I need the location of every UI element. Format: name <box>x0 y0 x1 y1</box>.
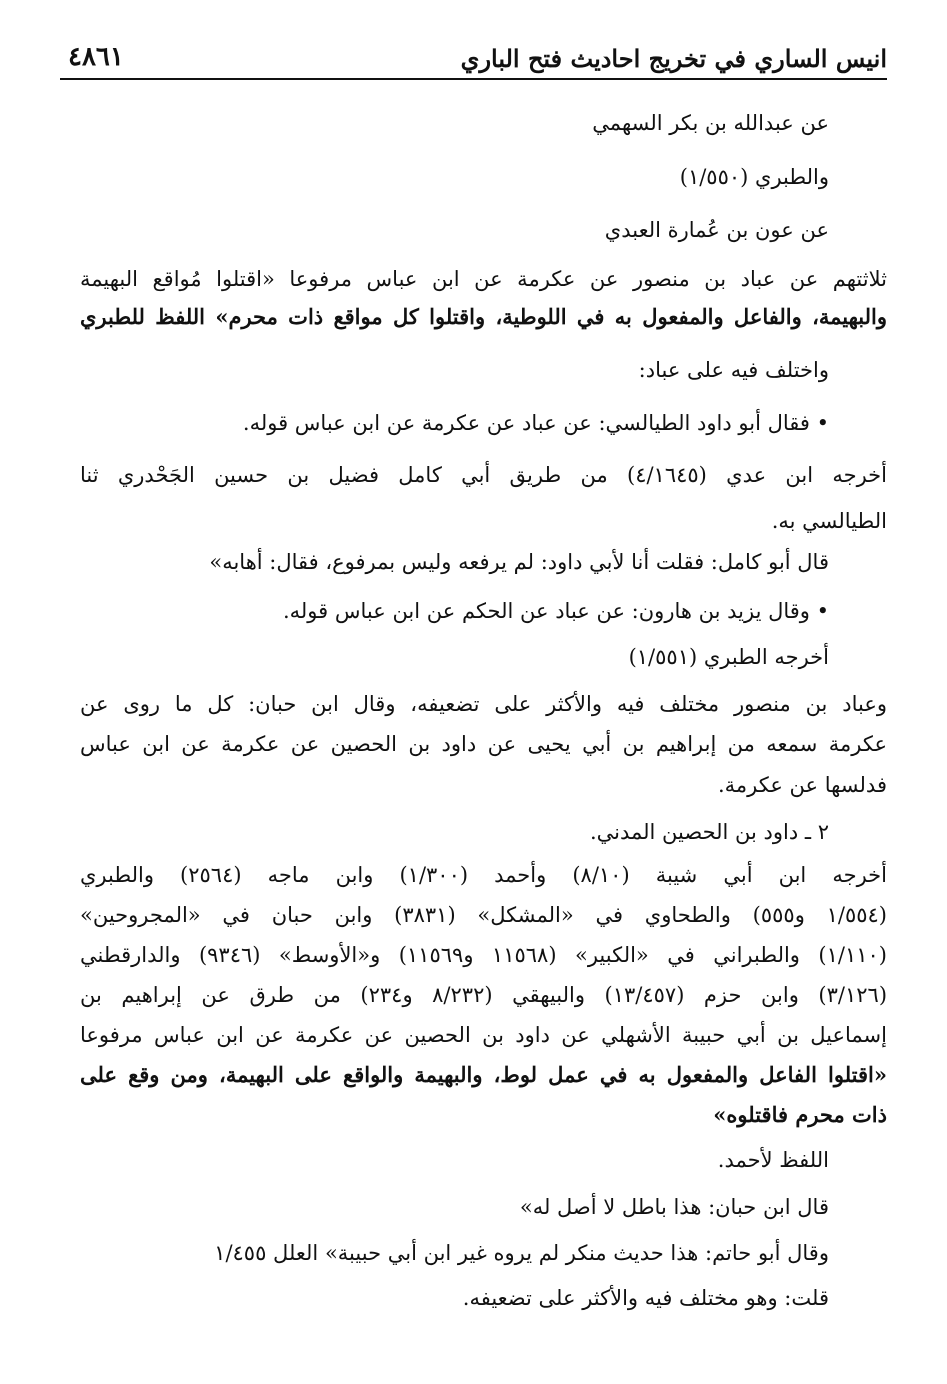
text-line: عن عون بن عُمارة العبدي <box>604 218 829 242</box>
text-line: ذات محرم فاقتلوه» <box>713 1102 887 1127</box>
text-line: قال أبو كامل: فقلت أنا لأبي داود: لم يرفعه وليس بمرفوع، فقال: أهابه» <box>209 550 829 574</box>
text-line: الطيالسي به. <box>771 509 887 533</box>
text-line: وقال أبو حاتم: هذا حديث منكر لم يروه غير ابن أبي حبيبة» العلل ١/٤٥٥ <box>214 1241 829 1265</box>
text-line: فدلسها عن عكرمة. <box>717 773 887 797</box>
running-header <box>60 38 887 80</box>
text-line: اللفظ لأحمد. <box>717 1148 829 1172</box>
text-line: أخرجه ابن عدي (٤/١٦٤٥) من طريق أبي كامل فضيل بن حسين الجَحْدري ثنا <box>80 463 887 487</box>
text-line: أخرجه الطبري (١/٥٥١) <box>628 645 829 669</box>
text-line: إسماعيل بن أبي حبيبة الأشهلي عن داود بن الحصين عن عكرمة عن ابن عباس مرفوعا <box>80 1023 887 1047</box>
section-heading: ٢ ـ داود بن الحصين المدني. <box>589 820 829 844</box>
page-number: ٤٨٦١ <box>68 42 124 72</box>
text-line: أخرجه ابن أبي شيبة (٨/١٠) وأحمد (١/٣٠٠) وابن ماجه (٢٥٦٤) والطبري <box>80 863 887 887</box>
text-line: (١/٥٥٤ و٥٥٥) والطحاوي في «المشكل» (٣٨٣١) وابن حبان في «المجروحين» <box>80 903 887 927</box>
text-line: ثلاثتهم عن عباد بن منصور عن عكرمة عن ابن عباس مرفوعا «اقتلوا مُواقع البهيمة <box>80 267 887 291</box>
text-line: وعباد بن منصور مختلف فيه والأكثر على تضعيفه، وقال ابن حبان: كل ما روى عن <box>80 692 887 716</box>
text-line: «اقتلوا الفاعل والمفعول به في عمل لوط، والبهيمة والواقع على البهيمة، ومن وقع على <box>80 1062 887 1087</box>
text-line: (٣/١٢٦) وابن حزم (١٣/٤٥٧) والبيهقي (٨/٢٣٢ و٢٣٤) من طرق عن إبراهيم بن <box>80 983 888 1007</box>
text-line: عكرمة سمعه من إبراهيم بن أبي يحيى عن داود بن الحصين عن عكرمة عن ابن عباس <box>80 732 887 756</box>
text-line: والطبري (١/٥٥٠) <box>679 165 829 189</box>
text-line: قلت: وهو مختلف فيه والأكثر على تضعيفه. <box>462 1286 829 1310</box>
text-line: قال ابن حبان: هذا باطل لا أصل له» <box>519 1195 829 1219</box>
text-line: واختلف فيه على عباد: <box>638 358 829 382</box>
text-line: عن عبدالله بن بكر السهمي <box>592 111 829 135</box>
book-title: انيس الساري في تخريج احاديث فتح الباري <box>460 44 887 73</box>
text-line: (١/١١٠) والطبراني في «الكبير» (١١٥٦٨ و١١٥٦٩) و«الأوسط» (٩٣٤٦) والدارقطني <box>80 943 887 967</box>
bullet-line: • فقال أبو داود الطيالسي: عن عباد عن عكرمة عن ابن عباس قوله. <box>243 408 829 438</box>
text-line: والبهيمة، والفاعل والمفعول به في اللوطية، واقتلوا كل مواقع ذات محرم» اللفظ للطبري <box>80 304 887 329</box>
bullet-line: • وقال يزيد بن هارون: عن عباد عن الحكم عن ابن عباس قوله. <box>283 596 829 626</box>
